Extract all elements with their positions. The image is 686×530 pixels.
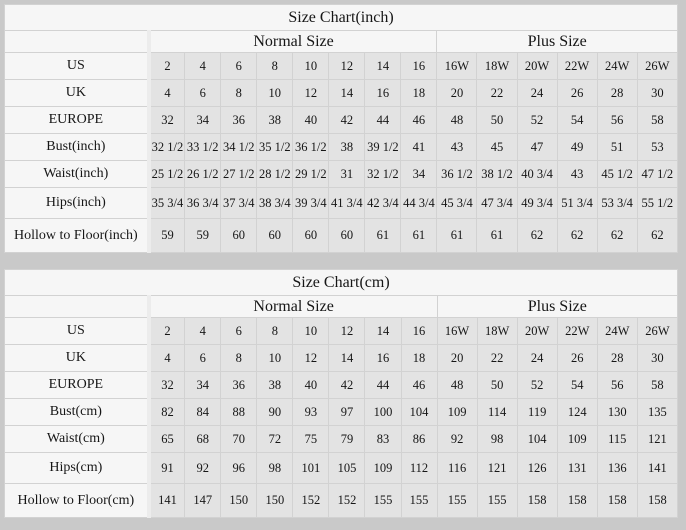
- data-cell: 130: [597, 399, 637, 426]
- data-cell: 155: [401, 484, 437, 518]
- data-cell: 61: [477, 219, 517, 253]
- normal-size-header: Normal Size: [149, 31, 437, 53]
- data-cell: 33 1/2: [185, 134, 221, 161]
- data-cell: 18: [401, 80, 437, 107]
- row-label: Hips(cm): [5, 453, 149, 484]
- data-cell: 28: [597, 345, 637, 372]
- data-cell: 25 1/2: [149, 161, 185, 188]
- data-cell: 29 1/2: [293, 161, 329, 188]
- data-cell: 8: [221, 345, 257, 372]
- data-cell: 46: [401, 107, 437, 134]
- data-cell: 38: [257, 372, 293, 399]
- data-cell: 53: [637, 134, 677, 161]
- normal-size-header: Normal Size: [149, 296, 437, 318]
- data-cell: 47 3/4: [477, 188, 517, 219]
- data-cell: 35 3/4: [149, 188, 185, 219]
- data-cell: 60: [221, 219, 257, 253]
- data-cell: 104: [517, 426, 557, 453]
- data-cell: 98: [477, 426, 517, 453]
- data-cell: 10: [257, 345, 293, 372]
- data-cell: 18W: [477, 318, 517, 345]
- data-cell: 24: [517, 345, 557, 372]
- data-cell: 100: [365, 399, 401, 426]
- data-cell: 52: [517, 107, 557, 134]
- data-cell: 47: [517, 134, 557, 161]
- data-cell: 79: [329, 426, 365, 453]
- data-cell: 14: [365, 53, 401, 80]
- row-label: US: [5, 53, 149, 80]
- data-cell: 48: [437, 372, 477, 399]
- data-cell: 35 1/2: [257, 134, 293, 161]
- data-cell: 152: [329, 484, 365, 518]
- data-cell: 10: [257, 80, 293, 107]
- data-cell: 119: [517, 399, 557, 426]
- data-cell: 115: [597, 426, 637, 453]
- data-cell: 16: [365, 345, 401, 372]
- data-cell: 158: [597, 484, 637, 518]
- data-cell: 109: [557, 426, 597, 453]
- data-cell: 51: [597, 134, 637, 161]
- table-row: [5, 453, 678, 484]
- table-title-row: [5, 5, 678, 31]
- data-cell: 12: [293, 345, 329, 372]
- data-cell: 43: [437, 134, 477, 161]
- row-label: Waist(cm): [5, 426, 149, 453]
- data-cell: 92: [437, 426, 477, 453]
- data-cell: 8: [221, 80, 257, 107]
- data-cell: 152: [293, 484, 329, 518]
- data-cell: 68: [185, 426, 221, 453]
- data-cell: 42: [329, 107, 365, 134]
- table-row: [5, 134, 678, 161]
- plus-size-header: Plus Size: [437, 31, 678, 53]
- data-cell: 16: [401, 53, 437, 80]
- data-cell: 27 1/2: [221, 161, 257, 188]
- data-cell: 136: [597, 453, 637, 484]
- data-cell: 58: [637, 372, 677, 399]
- data-cell: 45 1/2: [597, 161, 637, 188]
- plus-size-header: Plus Size: [437, 296, 677, 318]
- data-cell: 44 3/4: [401, 188, 437, 219]
- data-cell: 38: [257, 107, 293, 134]
- size-chart-table-inch: [4, 4, 678, 253]
- data-cell: 26W: [637, 53, 677, 80]
- data-cell: 55 1/2: [637, 188, 677, 219]
- table-row: [5, 53, 678, 80]
- data-cell: 6: [185, 345, 221, 372]
- row-label: UK: [5, 80, 149, 107]
- data-cell: 155: [477, 484, 517, 518]
- data-cell: 14: [365, 318, 401, 345]
- row-label: US: [5, 318, 149, 345]
- column-group-row: [5, 296, 678, 318]
- row-label: UK: [5, 345, 149, 372]
- data-cell: 20: [437, 80, 477, 107]
- data-cell: 41: [401, 134, 437, 161]
- data-cell: 12: [293, 80, 329, 107]
- data-cell: 42: [329, 372, 365, 399]
- data-cell: 59: [185, 219, 221, 253]
- data-cell: 59: [149, 219, 185, 253]
- data-cell: 56: [597, 107, 637, 134]
- data-cell: 150: [221, 484, 257, 518]
- table-row: [5, 426, 678, 453]
- data-cell: 54: [557, 107, 597, 134]
- data-cell: 104: [401, 399, 437, 426]
- table-row: [5, 219, 678, 253]
- data-cell: 18: [401, 345, 437, 372]
- data-cell: 116: [437, 453, 477, 484]
- data-cell: 83: [365, 426, 401, 453]
- data-cell: 26: [557, 345, 597, 372]
- table-title-row: [5, 270, 678, 296]
- data-cell: 82: [149, 399, 185, 426]
- table-title: Size Chart(cm): [5, 270, 678, 296]
- table-row: [5, 318, 678, 345]
- data-cell: 46: [401, 372, 437, 399]
- data-cell: 91: [149, 453, 185, 484]
- data-cell: 75: [293, 426, 329, 453]
- data-cell: 131: [557, 453, 597, 484]
- data-cell: 98: [257, 453, 293, 484]
- data-cell: 124: [557, 399, 597, 426]
- data-cell: 20W: [517, 53, 557, 80]
- data-cell: 40: [293, 107, 329, 134]
- data-cell: 45 3/4: [437, 188, 477, 219]
- data-cell: 2: [149, 318, 185, 345]
- data-cell: 12: [329, 53, 365, 80]
- data-cell: 44: [365, 372, 401, 399]
- data-cell: 10: [293, 318, 329, 345]
- data-cell: 38 3/4: [257, 188, 293, 219]
- data-cell: 49: [557, 134, 597, 161]
- data-cell: 22: [477, 345, 517, 372]
- row-label: Waist(inch): [5, 161, 149, 188]
- data-cell: 158: [517, 484, 557, 518]
- data-cell: 84: [185, 399, 221, 426]
- data-cell: 50: [477, 107, 517, 134]
- corner-cell: [5, 296, 149, 318]
- data-cell: 155: [365, 484, 401, 518]
- data-cell: 70: [221, 426, 257, 453]
- data-cell: 39 1/2: [365, 134, 401, 161]
- data-cell: 40 3/4: [517, 161, 557, 188]
- data-cell: 60: [329, 219, 365, 253]
- data-cell: 101: [293, 453, 329, 484]
- data-cell: 36 1/2: [293, 134, 329, 161]
- data-cell: 34 1/2: [221, 134, 257, 161]
- data-cell: 22W: [557, 318, 597, 345]
- table-row: [5, 345, 678, 372]
- data-cell: 14: [329, 345, 365, 372]
- data-cell: 109: [437, 399, 477, 426]
- data-cell: 6: [185, 80, 221, 107]
- row-label: Bust(cm): [5, 399, 149, 426]
- data-cell: 4: [149, 345, 185, 372]
- data-cell: 16: [365, 80, 401, 107]
- data-cell: 30: [637, 345, 677, 372]
- data-cell: 42 3/4: [365, 188, 401, 219]
- data-cell: 93: [293, 399, 329, 426]
- data-cell: 109: [365, 453, 401, 484]
- data-cell: 34: [185, 107, 221, 134]
- data-cell: 22W: [557, 53, 597, 80]
- data-cell: 36: [221, 372, 257, 399]
- data-cell: 34: [185, 372, 221, 399]
- data-cell: 147: [185, 484, 221, 518]
- data-cell: 18W: [477, 53, 517, 80]
- row-label: Bust(inch): [5, 134, 149, 161]
- data-cell: 26: [557, 80, 597, 107]
- row-label: Hollow to Floor(cm): [5, 484, 149, 518]
- row-label: Hollow to Floor(inch): [5, 219, 149, 253]
- data-cell: 126: [517, 453, 557, 484]
- data-cell: 26 1/2: [185, 161, 221, 188]
- data-cell: 34: [401, 161, 437, 188]
- data-cell: 96: [221, 453, 257, 484]
- data-cell: 31: [329, 161, 365, 188]
- data-cell: 14: [329, 80, 365, 107]
- corner-cell: [5, 31, 149, 53]
- data-cell: 56: [597, 372, 637, 399]
- data-cell: 90: [257, 399, 293, 426]
- data-cell: 28: [597, 80, 637, 107]
- data-cell: 45: [477, 134, 517, 161]
- data-cell: 44: [365, 107, 401, 134]
- data-cell: 24W: [597, 318, 637, 345]
- data-cell: 112: [401, 453, 437, 484]
- data-cell: 4: [185, 53, 221, 80]
- data-cell: 30: [637, 80, 677, 107]
- table-row: [5, 372, 678, 399]
- data-cell: 2: [149, 53, 185, 80]
- data-cell: 24: [517, 80, 557, 107]
- data-cell: 8: [257, 53, 293, 80]
- data-cell: 54: [557, 372, 597, 399]
- data-cell: 22: [477, 80, 517, 107]
- data-cell: 158: [557, 484, 597, 518]
- data-cell: 39 3/4: [293, 188, 329, 219]
- data-cell: 38: [329, 134, 365, 161]
- data-cell: 40: [293, 372, 329, 399]
- table-title: Size Chart(inch): [5, 5, 678, 31]
- data-cell: 97: [329, 399, 365, 426]
- data-cell: 141: [149, 484, 185, 518]
- data-cell: 26W: [637, 318, 677, 345]
- data-cell: 62: [597, 219, 637, 253]
- data-cell: 58: [637, 107, 677, 134]
- data-cell: 32 1/2: [149, 134, 185, 161]
- data-cell: 10: [293, 53, 329, 80]
- data-cell: 65: [149, 426, 185, 453]
- table-row: [5, 107, 678, 134]
- data-cell: 16W: [437, 318, 477, 345]
- data-cell: 4: [185, 318, 221, 345]
- data-cell: 61: [365, 219, 401, 253]
- data-cell: 86: [401, 426, 437, 453]
- data-cell: 150: [257, 484, 293, 518]
- data-cell: 53 3/4: [597, 188, 637, 219]
- data-cell: 16W: [437, 53, 477, 80]
- data-cell: 92: [185, 453, 221, 484]
- data-cell: 62: [557, 219, 597, 253]
- data-cell: 121: [477, 453, 517, 484]
- data-cell: 24W: [597, 53, 637, 80]
- data-cell: 32 1/2: [365, 161, 401, 188]
- data-cell: 51 3/4: [557, 188, 597, 219]
- data-cell: 72: [257, 426, 293, 453]
- data-cell: 155: [437, 484, 477, 518]
- data-cell: 28 1/2: [257, 161, 293, 188]
- data-cell: 114: [477, 399, 517, 426]
- data-cell: 20: [437, 345, 477, 372]
- data-cell: 4: [149, 80, 185, 107]
- data-cell: 105: [329, 453, 365, 484]
- data-cell: 32: [149, 372, 185, 399]
- data-cell: 37 3/4: [221, 188, 257, 219]
- table-row: [5, 399, 678, 426]
- row-label: EUROPE: [5, 107, 149, 134]
- data-cell: 38 1/2: [477, 161, 517, 188]
- data-cell: 41 3/4: [329, 188, 365, 219]
- table-row: [5, 80, 678, 107]
- data-cell: 16: [401, 318, 437, 345]
- data-cell: 60: [257, 219, 293, 253]
- data-cell: 88: [221, 399, 257, 426]
- data-cell: 50: [477, 372, 517, 399]
- data-cell: 141: [637, 453, 677, 484]
- data-cell: 36 1/2: [437, 161, 477, 188]
- data-cell: 36: [221, 107, 257, 134]
- table-row: [5, 188, 678, 219]
- data-cell: 43: [557, 161, 597, 188]
- table-row: [5, 484, 678, 518]
- data-cell: 48: [437, 107, 477, 134]
- row-label: Hips(inch): [5, 188, 149, 219]
- data-cell: 158: [637, 484, 677, 518]
- size-chart-table-cm: [4, 269, 678, 518]
- data-cell: 52: [517, 372, 557, 399]
- data-cell: 60: [293, 219, 329, 253]
- data-cell: 20W: [517, 318, 557, 345]
- data-cell: 135: [637, 399, 677, 426]
- data-cell: 8: [257, 318, 293, 345]
- data-cell: 61: [437, 219, 477, 253]
- row-label: EUROPE: [5, 372, 149, 399]
- table-row: [5, 161, 678, 188]
- data-cell: 6: [221, 318, 257, 345]
- data-cell: 121: [637, 426, 677, 453]
- data-cell: 62: [517, 219, 557, 253]
- data-cell: 12: [329, 318, 365, 345]
- data-cell: 6: [221, 53, 257, 80]
- data-cell: 62: [637, 219, 677, 253]
- data-cell: 49 3/4: [517, 188, 557, 219]
- data-cell: 61: [401, 219, 437, 253]
- column-group-row: [5, 31, 678, 53]
- data-cell: 32: [149, 107, 185, 134]
- data-cell: 47 1/2: [637, 161, 677, 188]
- data-cell: 36 3/4: [185, 188, 221, 219]
